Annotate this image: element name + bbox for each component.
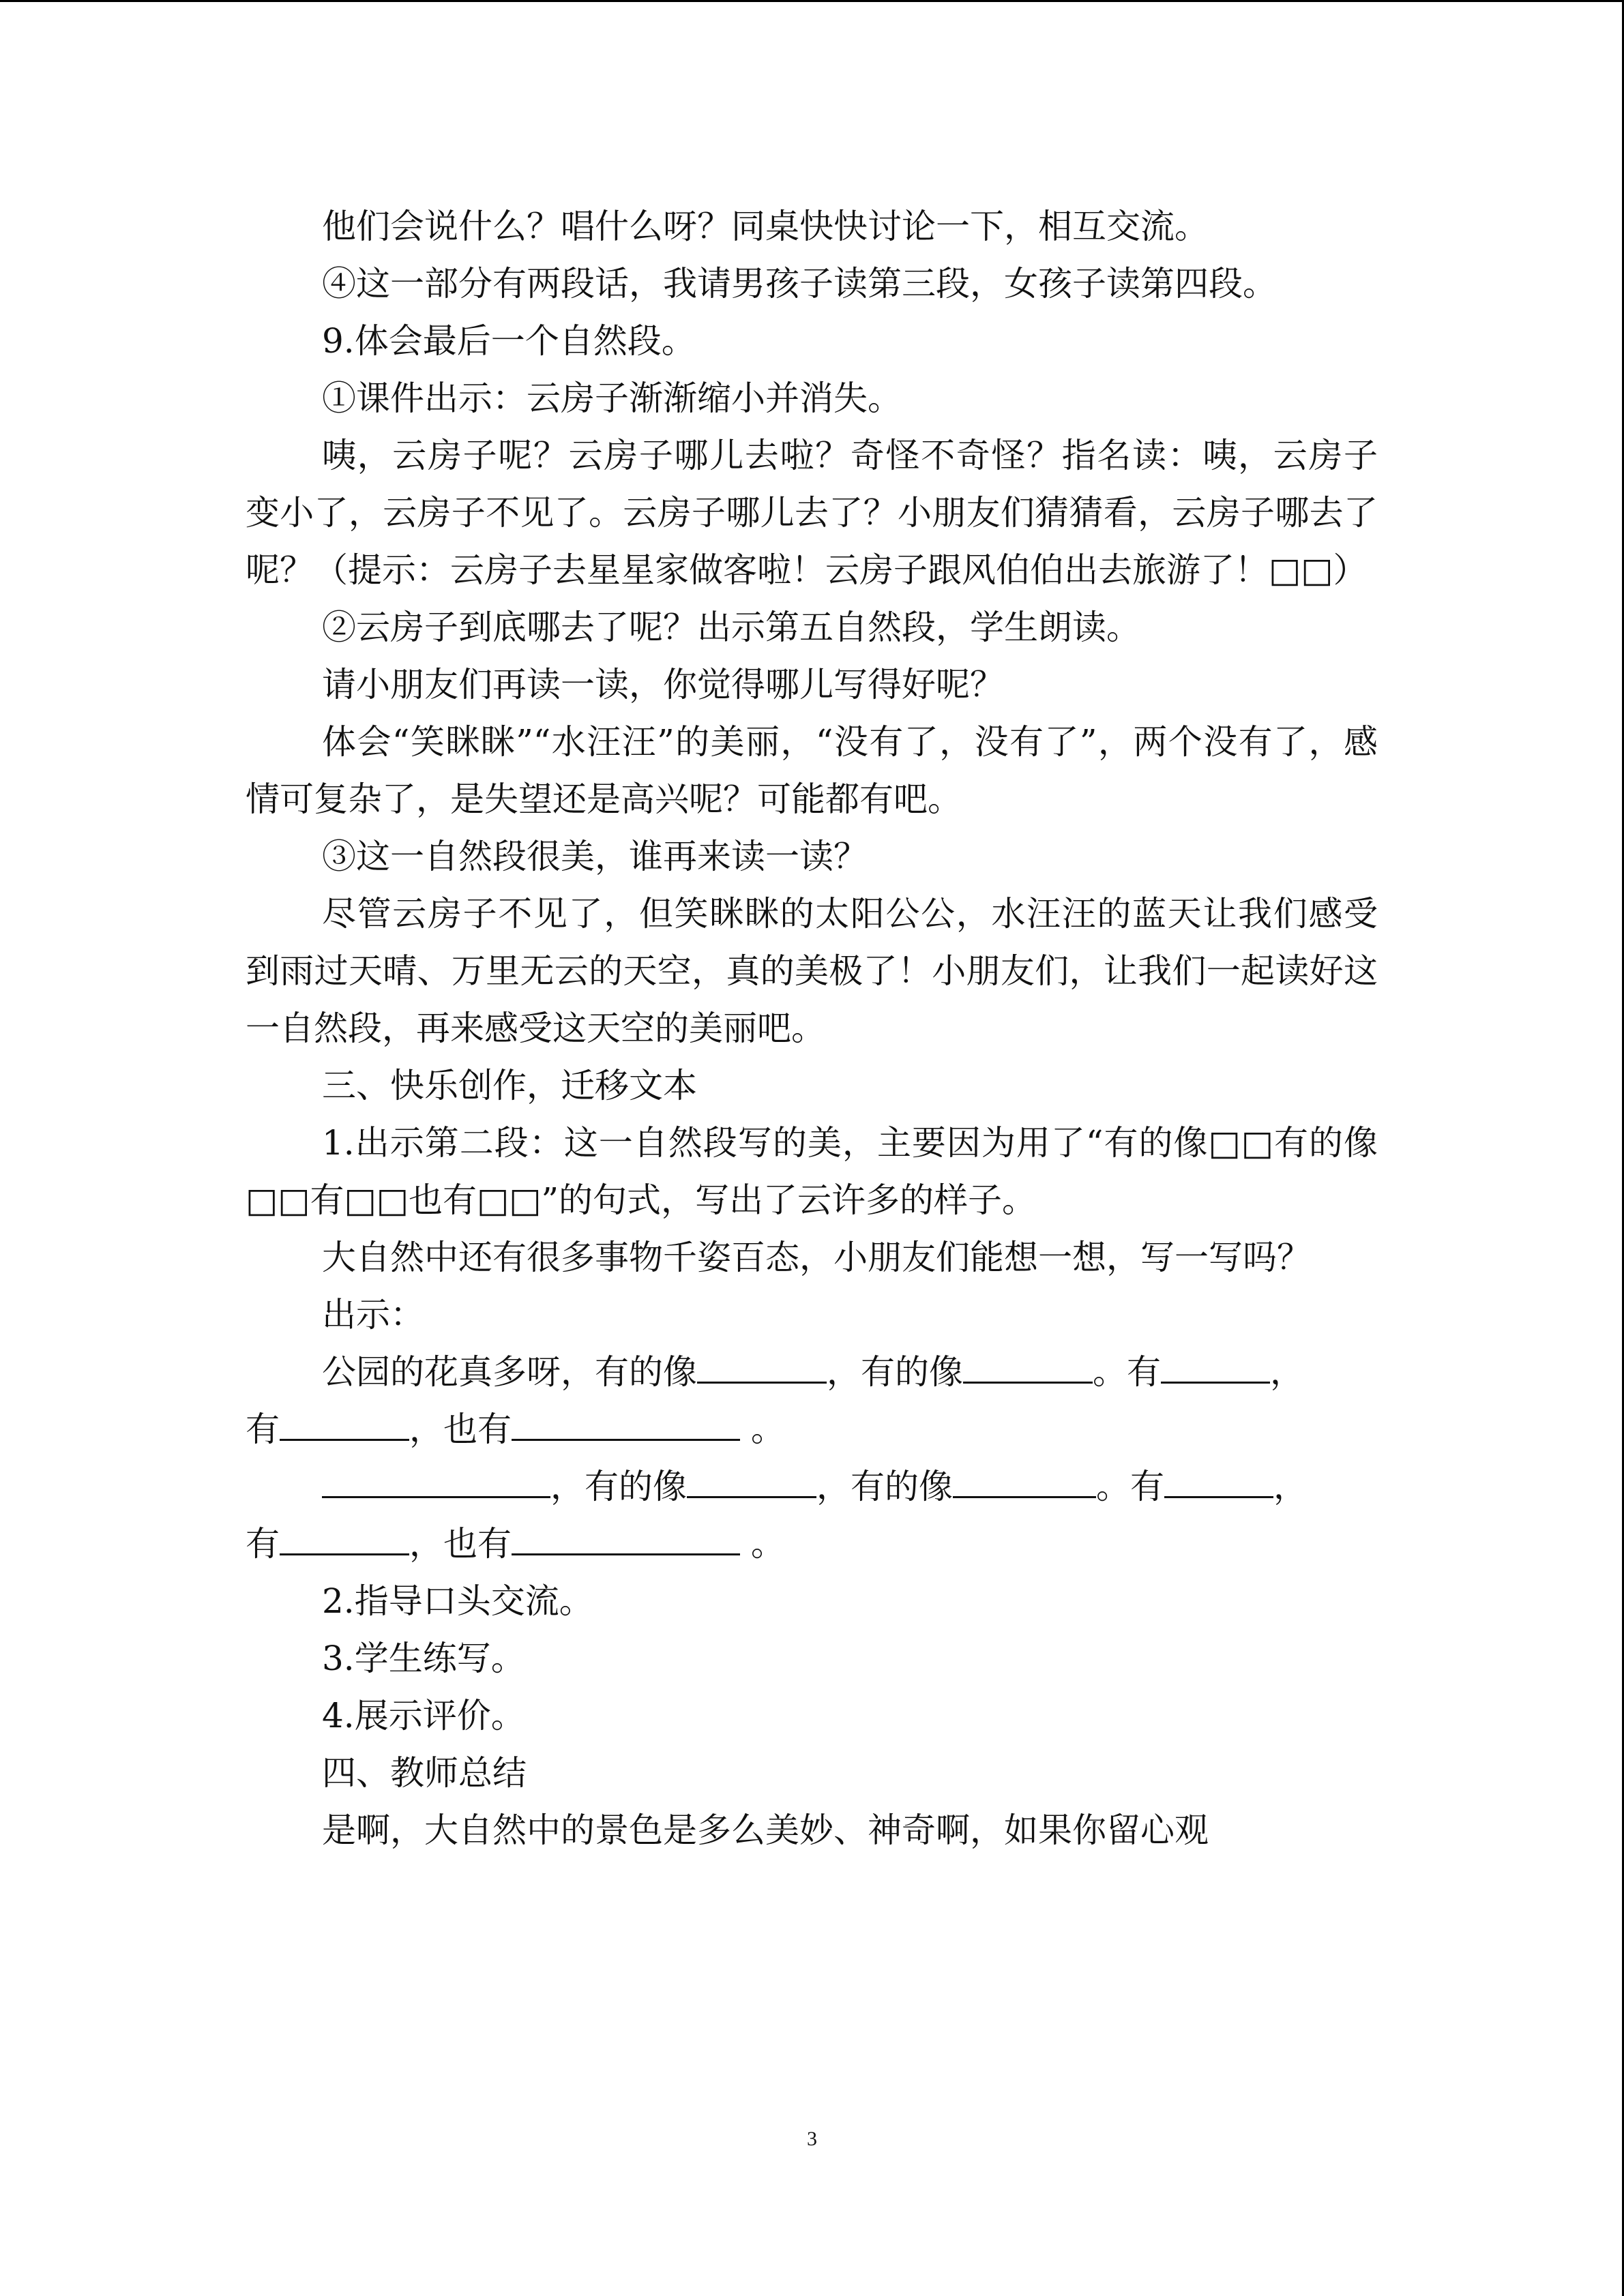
exercise-text: 。 — [740, 1524, 785, 1564]
exercise-text: ， — [1273, 1467, 1308, 1506]
exercise-text: 。有 — [1093, 1352, 1161, 1392]
exercise-text: 。 — [740, 1410, 785, 1449]
fill-in-exercise-1-line2 — [246, 1401, 1378, 1458]
exercise-text: ，有的像 — [827, 1352, 963, 1392]
section-heading: 三、快乐创作，迁移文本 — [322, 1066, 697, 1105]
paragraph: ④这一部分有两段话，我请男孩子读第三段，女孩子读第四段。 — [322, 264, 1277, 303]
page-number: 3 — [807, 2128, 817, 2150]
exercise-text: ，有的像 — [550, 1467, 687, 1506]
exercise-text: 。有 — [1096, 1467, 1164, 1506]
paragraph: 体会“笑眯眯”“水汪汪”的美丽，“没有了，没有了”，两个没有了，感情可复杂了，是失望还是高兴呢？可能都有吧。 — [246, 722, 1378, 819]
paragraph: 尽管云房子不见了，但笑眯眯的太阳公公，水汪汪的蓝天让我们感受到雨过天晴、万里无云的天空，真的美极了！小朋友们，让我们一起读好这一自然段，再来感受这天空的美丽吧。 — [246, 894, 1378, 1048]
blank-line — [1161, 1347, 1270, 1384]
fill-in-exercise-2-line2 — [246, 1515, 1378, 1572]
document-body — [246, 198, 1378, 1859]
paragraph: 3.学生练写。 — [322, 1639, 525, 1678]
blank-line — [963, 1347, 1093, 1384]
blank-line — [697, 1347, 827, 1384]
exercise-text: ，有的像 — [816, 1467, 953, 1506]
exercise-text: ，也有 — [409, 1410, 512, 1449]
blank-line — [512, 1519, 740, 1555]
exercise-text: 公园的花真多呀，有的像 — [322, 1352, 697, 1392]
paragraph: 4.展示评价。 — [322, 1696, 525, 1735]
paragraph: 出示： — [322, 1295, 424, 1335]
paragraph: 咦，云房子呢？云房子哪儿去啦？奇怪不奇怪？指名读：咦，云房子变小了，云房子不见了。云房子哪儿去了？小朋友们猜猜看，云房子哪去了呢？（提示：云房子去星星家做客啦！云房子跟风伯伯出去旅游了！□□） — [246, 436, 1378, 590]
fill-in-exercise-2 — [246, 1458, 1378, 1515]
fill-in-exercise-1 — [246, 1343, 1378, 1401]
blank-line — [1164, 1462, 1273, 1498]
exercise-text: ， — [1270, 1352, 1304, 1392]
paragraph: 请小朋友们再读一读，你觉得哪儿写得好呢？ — [322, 665, 1004, 704]
section-heading: 四、教师总结 — [322, 1753, 527, 1793]
blank-line — [280, 1405, 409, 1441]
blank-line — [322, 1462, 550, 1498]
paragraph: ②云房子到底哪去了呢？出示第五自然段，学生朗读。 — [322, 608, 1140, 647]
paragraph: 大自然中还有很多事物千姿百态，小朋友们能想一想，写一写吗？ — [322, 1238, 1311, 1277]
paragraph: 2.指导口头交流。 — [322, 1581, 593, 1621]
blank-line — [687, 1462, 816, 1498]
exercise-text: 有 — [246, 1524, 280, 1564]
paragraph: 他们会说什么？唱什么呀？同桌快快讨论一下，相互交流。 — [322, 207, 1209, 246]
paragraph: ③这一自然段很美，谁再来读一读？ — [322, 837, 868, 876]
exercise-text: ，也有 — [409, 1524, 512, 1564]
exercise-text: 有 — [246, 1410, 280, 1449]
paragraph: 9.体会最后一个自然段。 — [322, 321, 696, 361]
blank-line — [280, 1519, 409, 1555]
paragraph: 1.出示第二段：这一自然段写的美，主要因为用了“有的像□□有的像□□有□□也有□□”的句式，写出了云许多的样子。 — [246, 1123, 1378, 1220]
paragraph: 是啊，大自然中的景色是多么美妙、神奇啊，如果你留心观 — [322, 1810, 1209, 1850]
blank-line — [512, 1405, 740, 1441]
blank-line — [953, 1462, 1096, 1498]
paragraph: ①课件出示：云房子渐渐缩小并消失。 — [322, 378, 902, 418]
